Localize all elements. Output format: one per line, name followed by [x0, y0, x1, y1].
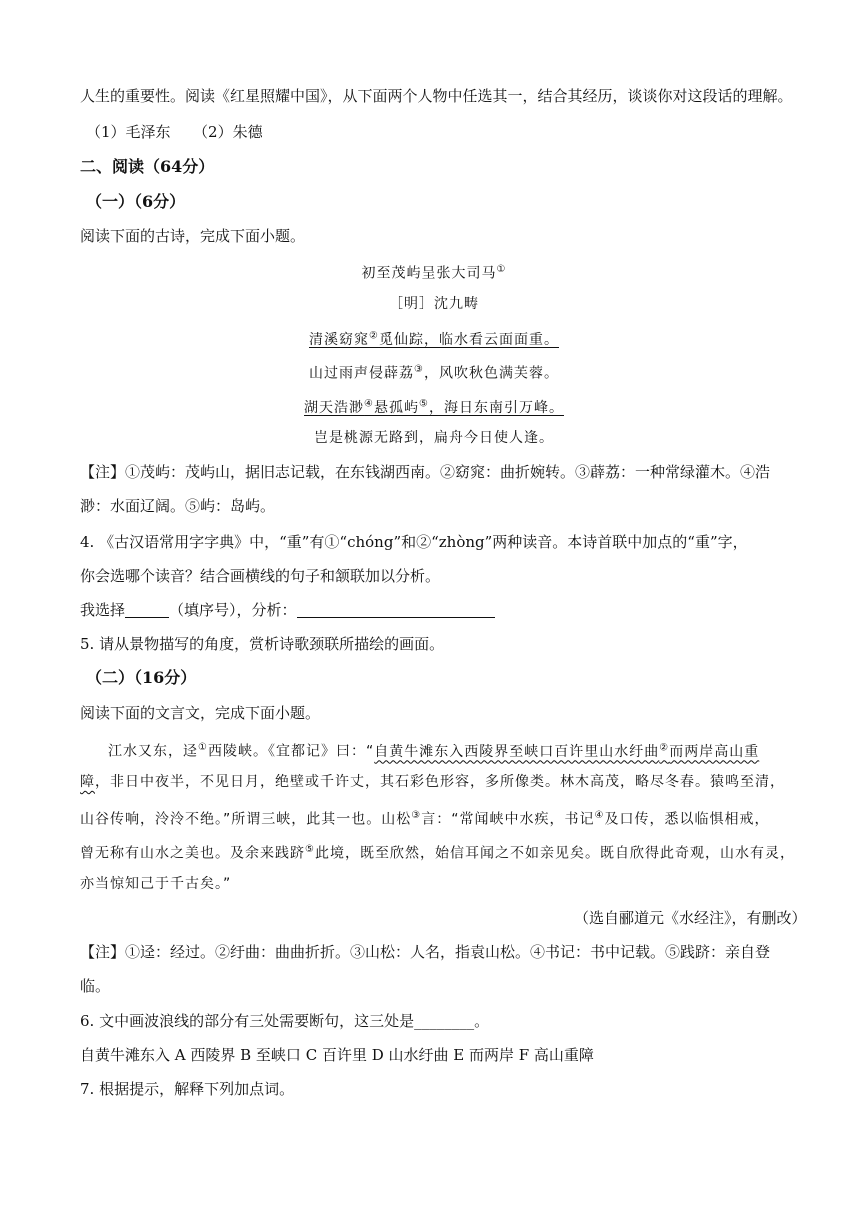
subsection-2-heading: （二）（16分）	[86, 668, 197, 687]
text-line-4: 曾无称有山水之美也。及余来践跻⑤此境，既至欣然，始信耳闻之不如亲见矣。既自欣得此奇观，山水有灵，	[80, 844, 795, 862]
poem-line-4: 岂是桃源无路到，扁舟今日使人逢。	[314, 430, 554, 446]
instruction-poem: 阅读下面的古诗，完成下面小题。	[80, 227, 306, 245]
poem-author: ［明］沈九畴	[389, 296, 479, 312]
section-reading-heading: 二、阅读（64分）	[80, 157, 215, 176]
text-line-3: 山谷传响，泠泠不绝。”所谓三峡，此其一也。山松③言：“常闻峡中水疾，书记④及口传，悉以临惧相戒，	[80, 810, 770, 828]
character-options: （1）毛泽东 （2）朱德	[86, 123, 263, 141]
text-line-2: 障，非日中夜半，不见日月，绝壁或千许丈，其石彩色形容，多所像类。林木高茂，略尽冬春。猿鸣至清，	[80, 774, 785, 790]
subsection-1-heading: （一）（6分）	[86, 192, 186, 211]
poem-line-3: 湖天浩渺④悬孤屿⑤，海日东南引万峰。	[304, 398, 564, 416]
question-4-answer-line: 我选择 （填序号），分析：	[80, 600, 495, 620]
poem-title: 初至茂屿呈张大司马①	[361, 264, 507, 282]
poem-note-line-1: 【注】①茂屿：茂屿山，据旧志记载，在东钱湖西南。②窈窕：曲折婉转。③薜荔：一种常绿灌木。④浩	[80, 463, 771, 481]
text-line-5: 亦当惊知己于千古矣。”	[80, 876, 232, 892]
intro-text-line: 人生的重要性。阅读《红星照耀中国》，从下面两个人物中任选其一，结合其经历，谈谈你对这段话的理解。	[80, 87, 793, 105]
answer-blank-choice[interactable]	[125, 601, 169, 618]
question-5: 5. 请从景物描写的角度，赏析诗歌颈联所描绘的画面。	[80, 635, 445, 653]
poem-note-line-2: 渺：水面辽阔。⑤屿：岛屿。	[80, 497, 276, 515]
question-6: 6. 文中画波浪线的部分有三处需要断句，这三处是________。	[80, 1012, 490, 1030]
question-6-options: 自黄牛滩东入 A 西陵界 B 至峡口 C 百许里 D 山水纡曲 E 而两岸 F 高山重障	[80, 1046, 594, 1064]
text-note-line-2: 临。	[80, 977, 111, 995]
poem-line-1: 清溪窈窕②觅仙踪，临水看云面面重。	[309, 330, 559, 348]
text-note-line-1: 【注】①迳：经过。②纡曲：曲曲折折。③山松：人名，指袁山松。④书记：书中记载。⑤践跻：亲自登	[80, 943, 771, 961]
answer-blank-analysis[interactable]	[297, 601, 495, 618]
question-7: 7. 根据提示，解释下列加点词。	[80, 1080, 295, 1098]
question-4-line-1: 4. 《古汉语常用字字典》中，“重”有①“chóng”和②“zhòng”两种读音。本诗首联中加点的“重”字，	[80, 533, 748, 551]
text-line-1: 江水又东，迳①西陵峡。《宜都记》曰：“自黄牛滩东入西陵界至峡口百许里山水纡曲②而两岸高山重	[108, 742, 760, 760]
text-source: （选自郦道元《水经注》，有删改）	[574, 909, 807, 927]
question-4-line-2: 你会选哪个读音？结合画横线的句子和颔联加以分析。	[80, 567, 441, 585]
instruction-classical-text: 阅读下面的文言文，完成下面小题。	[80, 704, 321, 722]
poem-line-2: 山过雨声侵薜荔③，风吹秋色满芙蓉。	[309, 364, 559, 382]
